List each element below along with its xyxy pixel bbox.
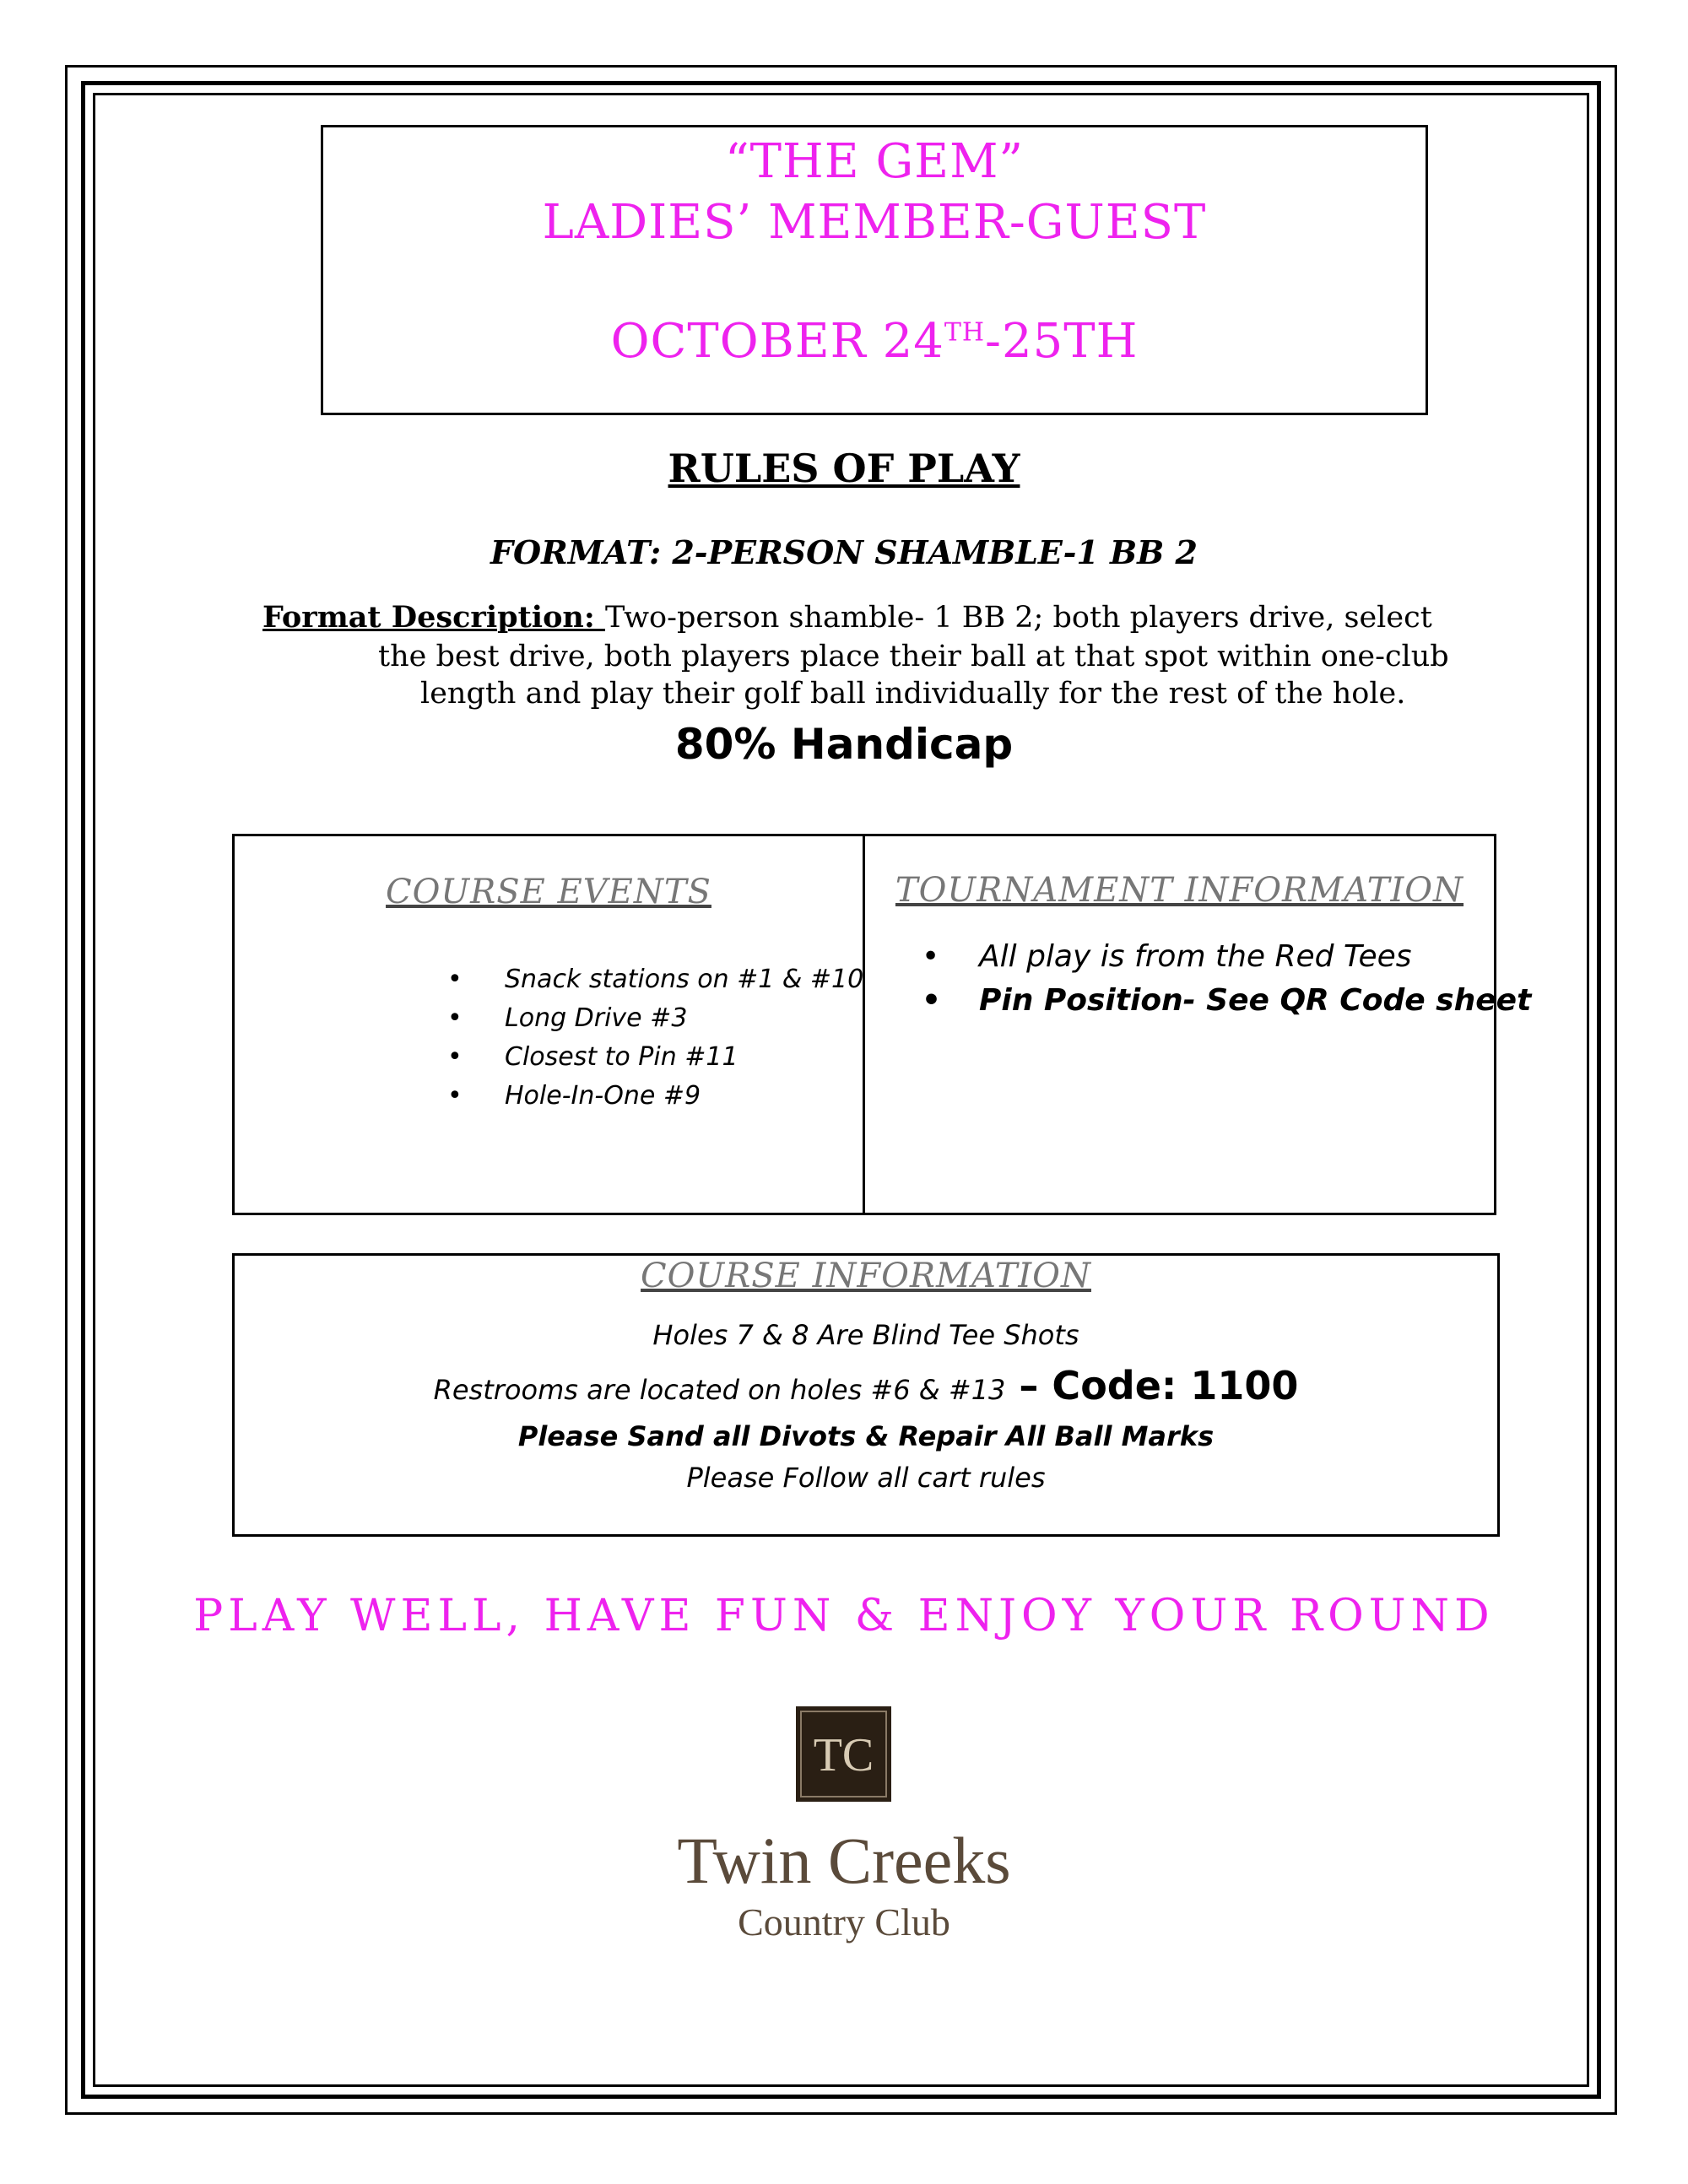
monogram-icon [796, 1706, 891, 1802]
format-description-text1: Two-person shamble- 1 BB 2; both players drive, select [605, 601, 1432, 635]
club-name: Twin Creeks [677, 1824, 1011, 1897]
course-info-blind-tee: Holes 7 & 8 Are Blind Tee Shots [652, 1319, 1079, 1351]
event-name: “THE GEM” [724, 134, 1025, 189]
event-date [321, 315, 1428, 369]
list-item: • All play is from the Red Tees [922, 935, 1531, 979]
list-item: • Closest to Pin #11 [447, 1038, 863, 1077]
tournament-information-list [922, 935, 1531, 1023]
format-description-line2: the best drive, both players place their ball at that spot within one-club [378, 640, 1449, 673]
tournament-information-heading: TOURNAMENT INFORMATION [895, 871, 1464, 910]
event-date-end: -25TH [985, 314, 1139, 369]
course-info-divots: Please Sand all Divots & Repair All Ball Marks [517, 1420, 1215, 1452]
event-date-start: OCTOBER 24 [610, 314, 944, 369]
format-description-line3: length and play their golf ball individually for the rest of the hole. [420, 677, 1406, 711]
format-heading: FORMAT: 2-PERSON SHAMBLE-1 BB 2 [490, 533, 1198, 571]
rules-heading: RULES OF PLAY [668, 446, 1020, 491]
course-info-restrooms-text: Restrooms are located on holes #6 & #13 [433, 1374, 1006, 1406]
handicap-text: 80% Handicap [674, 720, 1014, 769]
list-item: • Snack stations on #1 & #10 [447, 960, 863, 999]
course-information-heading: COURSE INFORMATION [641, 1257, 1091, 1295]
course-events-heading: COURSE EVENTS [386, 873, 711, 911]
event-date-ordinal: TH [944, 317, 986, 348]
course-info-restrooms [232, 1363, 1500, 1408]
closing-message: PLAY WELL, HAVE FUN & ENJOY YOUR ROUND [193, 1591, 1495, 1641]
monogram-text: TC [813, 1729, 874, 1781]
event-subtitle: LADIES’ MEMBER-GUEST [542, 195, 1207, 250]
restroom-code: – Code: 1100 [1005, 1363, 1299, 1408]
list-item: • Long Drive #3 [447, 999, 863, 1038]
club-subtitle: Country Club [738, 1900, 950, 1943]
format-description-line1 [262, 599, 1432, 636]
list-item: • Pin Position- See QR Code sheet [922, 979, 1531, 1023]
list-item: • Hole-In-One #9 [447, 1077, 863, 1116]
course-info-cart-rules: Please Follow all cart rules [686, 1462, 1046, 1494]
course-events-list [447, 960, 863, 1116]
format-description-label: Format Description: [262, 600, 605, 635]
